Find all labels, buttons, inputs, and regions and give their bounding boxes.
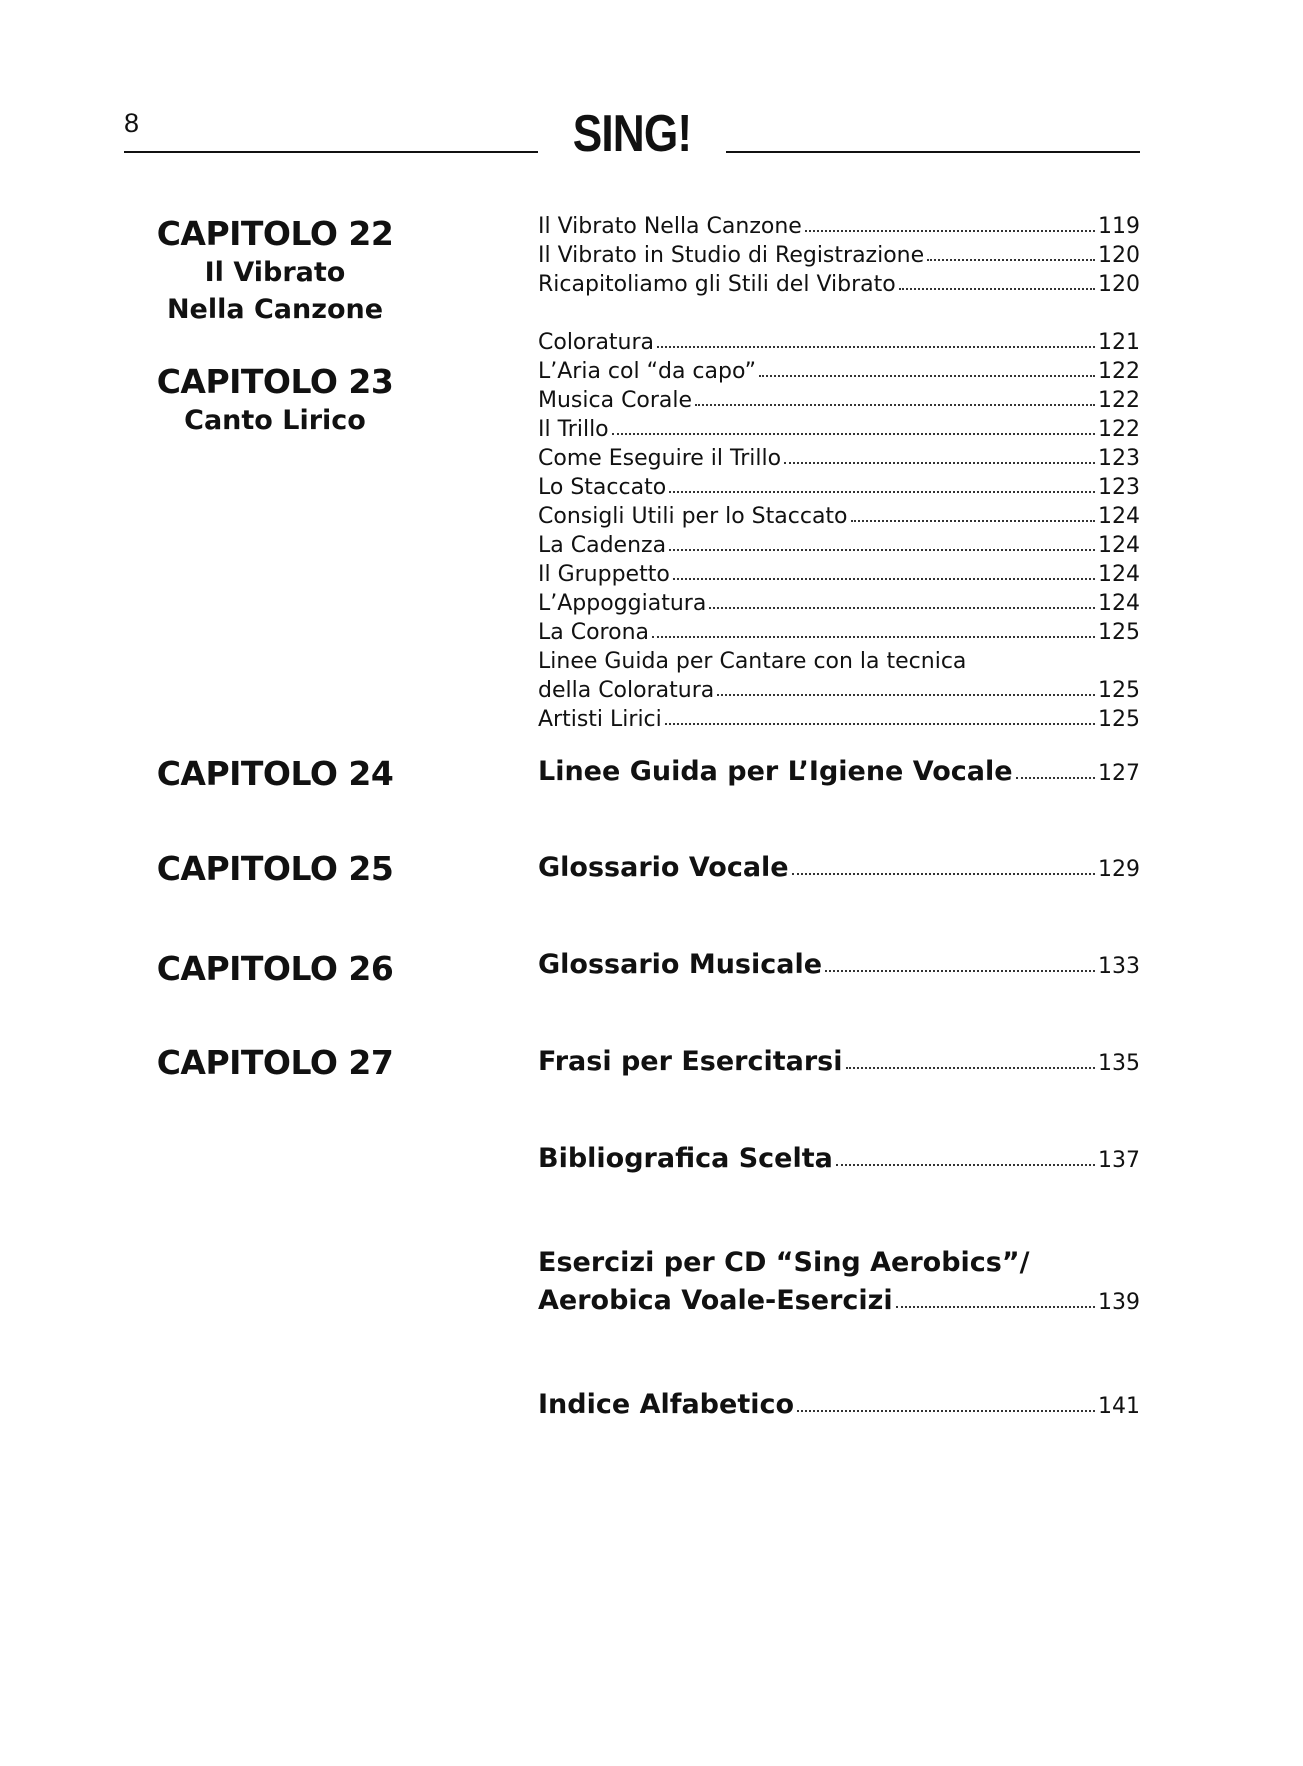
toc-entry-label: Artisti Lirici [538, 707, 662, 732]
page-title: SING! [572, 105, 692, 163]
toc-entry-page: 123 [1098, 446, 1140, 471]
chapter-25-heading [140, 849, 410, 889]
toc-entry-page: 122 [1098, 417, 1140, 442]
toc-entry[interactable] [538, 272, 1140, 301]
toc-entry-page: 124 [1098, 562, 1140, 587]
toc-entry-label: Lo Staccato [538, 475, 667, 500]
toc-entry[interactable] [538, 359, 1140, 388]
chapter-26-heading [140, 949, 410, 989]
dot-leader [759, 375, 1095, 377]
chapter-number: CAPITOLO 24 [156, 754, 394, 793]
dot-leader [709, 607, 1095, 609]
toc-entry-label: Come Eseguire il Trillo [538, 446, 782, 471]
dot-leader [805, 230, 1095, 232]
dot-leader [669, 491, 1095, 493]
page-number: 8 [124, 108, 140, 138]
dot-leader [896, 1306, 1095, 1308]
toc-entry-label: Il Gruppetto [538, 562, 670, 587]
toc-entry-page: 124 [1098, 504, 1140, 529]
chapter-number: CAPITOLO 22 [156, 214, 394, 253]
toc-entry[interactable] [538, 591, 1140, 620]
toc-entry-label: Il Trillo [538, 417, 609, 442]
toc-main-entry[interactable] [538, 1285, 1140, 1316]
toc-entry-page: 133 [1098, 954, 1140, 979]
toc-entry[interactable] [538, 562, 1140, 591]
toc-entry-label: Coloratura [538, 330, 655, 355]
chapter-number: CAPITOLO 26 [156, 949, 394, 988]
dot-leader [927, 259, 1095, 261]
dot-leader [695, 404, 1095, 406]
chapter-number: CAPITOLO 23 [156, 362, 394, 401]
toc-entry[interactable] [538, 243, 1140, 272]
toc-entry[interactable] [538, 330, 1140, 359]
toc-entry-page: 125 [1098, 707, 1140, 732]
toc-entry-page: 120 [1098, 243, 1140, 268]
toc-entry[interactable] [538, 504, 1140, 533]
chapter-22-heading [140, 214, 410, 328]
header-rule-right [726, 151, 1140, 153]
toc-entry-page: 127 [1098, 761, 1140, 786]
toc-entry-label[interactable]: Linee Guida per Cantare con la tecnica [538, 649, 967, 674]
dot-leader [825, 970, 1095, 972]
toc-entry-label: Consigli Utili per lo Staccato [538, 504, 848, 529]
chapter-subtitle: Il Vibrato [204, 257, 346, 288]
toc-entry-label[interactable]: Esercizi per CD “Sing Aerobics”/ [538, 1247, 1030, 1278]
toc-entry-label: della Coloratura [538, 678, 715, 703]
toc-entry-page: 137 [1098, 1148, 1140, 1173]
toc-entry-label: Il Vibrato in Studio di Registrazione [538, 243, 925, 268]
chapter-subtitle: Nella Canzone [166, 294, 384, 325]
chapter-24-heading [140, 754, 410, 794]
toc-entry-label: L’Aria col “da capo” [538, 359, 757, 384]
toc-entry-label: Ricapitoliamo gli Stili del Vibrato [538, 272, 896, 297]
dot-leader [846, 1067, 1095, 1069]
chapter-number: CAPITOLO 25 [156, 849, 394, 888]
toc-entry[interactable] [538, 214, 1140, 243]
toc-entry-page: 121 [1098, 330, 1140, 355]
toc-entry[interactable] [538, 388, 1140, 417]
dot-leader [669, 549, 1095, 551]
toc-main-entry[interactable] [538, 852, 1140, 883]
toc-entry[interactable] [538, 620, 1140, 649]
toc-main-entry[interactable] [538, 1046, 1140, 1077]
dot-leader [797, 1410, 1095, 1412]
toc-entry-page: 119 [1098, 214, 1140, 239]
toc-entry-page: 122 [1098, 359, 1140, 384]
chapter-subtitle: Canto Lirico [184, 405, 366, 436]
toc-main-entry[interactable] [538, 1389, 1140, 1420]
toc-entry[interactable] [538, 475, 1140, 504]
toc-entry-page: 125 [1098, 678, 1140, 703]
toc-entry-page: 124 [1098, 533, 1140, 558]
dot-leader [657, 346, 1095, 348]
toc-entry-page: 123 [1098, 475, 1140, 500]
dot-leader [652, 636, 1095, 638]
chapter-27-heading [140, 1043, 410, 1083]
toc-entry-page: 141 [1098, 1394, 1140, 1419]
toc-entry-page: 139 [1098, 1290, 1140, 1315]
toc-entry-label: Frasi per Esercitarsi [538, 1046, 843, 1077]
toc-main-entry[interactable] [538, 1143, 1140, 1174]
dot-leader [717, 694, 1095, 696]
dot-leader [612, 433, 1095, 435]
toc-entry-label: L’Appoggiatura [538, 591, 707, 616]
toc-entry[interactable] [538, 707, 1140, 736]
toc-entry-label: Il Vibrato Nella Canzone [538, 214, 802, 239]
toc-entry-label: Linee Guida per L’Igiene Vocale [538, 756, 1013, 787]
toc-entry-label: Indice Alfabetico [538, 1389, 795, 1420]
toc-entry-page: 120 [1098, 272, 1140, 297]
toc-entry-page: 135 [1098, 1051, 1140, 1076]
chapter-23-heading [140, 362, 410, 439]
toc-entry[interactable] [538, 446, 1140, 475]
toc-main-entry[interactable] [538, 756, 1140, 787]
header-rule-left [124, 151, 538, 153]
toc-entry-label: Glossario Vocale [538, 852, 789, 883]
dot-leader [673, 578, 1095, 580]
dot-leader [851, 520, 1095, 522]
toc-entry-label: Bibliografica Scelta [538, 1143, 833, 1174]
chapter-number: CAPITOLO 27 [156, 1043, 394, 1082]
dot-leader [792, 873, 1095, 875]
dot-leader [836, 1164, 1095, 1166]
dot-leader [665, 723, 1095, 725]
toc-entry-page: 129 [1098, 857, 1140, 882]
toc-entry-page: 122 [1098, 388, 1140, 413]
toc-entry-label: Glossario Musicale [538, 949, 823, 980]
dot-leader [784, 462, 1095, 464]
toc-entry-label: Musica Corale [538, 388, 693, 413]
toc-entry-label: Aerobica Voale-Esercizi [538, 1285, 893, 1316]
toc-entry[interactable] [538, 678, 1140, 707]
toc-entry-label: La Cadenza [538, 533, 667, 558]
dot-leader [1016, 777, 1095, 779]
toc-entry-page: 124 [1098, 591, 1140, 616]
toc-entry[interactable] [538, 417, 1140, 446]
dot-leader [899, 288, 1095, 290]
toc-entry-label: La Corona [538, 620, 649, 645]
toc-main-entry[interactable] [538, 949, 1140, 980]
toc-entry[interactable] [538, 533, 1140, 562]
toc-entry-page: 125 [1098, 620, 1140, 645]
